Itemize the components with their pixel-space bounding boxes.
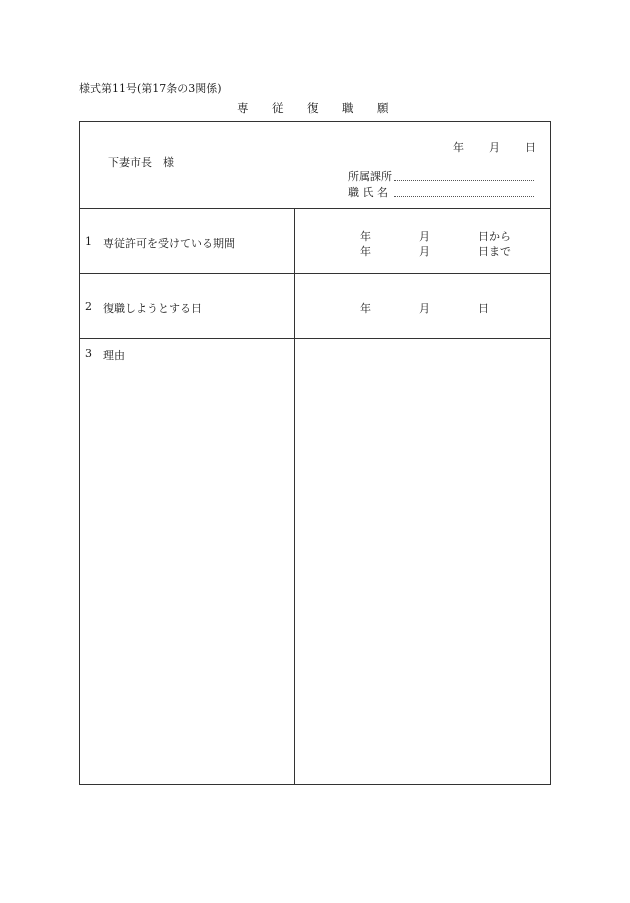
- header-date-day: 日: [525, 141, 536, 154]
- period-from-day: 日から: [478, 230, 511, 243]
- row-divider: [79, 338, 551, 339]
- return-date-year: 年: [360, 302, 371, 315]
- addressee: 下妻市長 様: [108, 156, 174, 169]
- row-label-reason: 理由: [103, 349, 125, 362]
- position-name-label: 職 氏 名: [348, 186, 388, 199]
- period-to-year: 年: [360, 245, 371, 258]
- form-title-char: 職: [342, 101, 354, 115]
- row-number: 1: [85, 235, 92, 248]
- row-label-return-date: 復職しようとする日: [103, 302, 202, 315]
- row-number: 2: [85, 300, 92, 313]
- form-title-char: 従: [272, 101, 284, 115]
- column-divider: [294, 208, 295, 785]
- header-date-month: 月: [489, 141, 500, 154]
- return-date-month: 月: [419, 302, 430, 315]
- position-name-field[interactable]: [394, 196, 534, 197]
- header-date-year: 年: [453, 141, 464, 154]
- period-from-month: 月: [419, 230, 430, 243]
- form-number: 様式第11号(第17条の3関係): [79, 82, 222, 95]
- period-to-day: 日まで: [478, 245, 511, 258]
- period-to-month: 月: [419, 245, 430, 258]
- form-title-char: 願: [377, 101, 389, 115]
- return-date-day: 日: [478, 302, 489, 315]
- row-number: 3: [85, 347, 92, 360]
- period-from-year: 年: [360, 230, 371, 243]
- reason-field[interactable]: [296, 340, 550, 784]
- form-title-char: 専: [237, 101, 249, 115]
- row-divider: [79, 273, 551, 274]
- row-divider: [79, 208, 551, 209]
- row-label-period: 専従許可を受けている期間: [103, 237, 235, 250]
- department-field[interactable]: [394, 180, 534, 181]
- form-title-char: 復: [307, 101, 319, 115]
- department-label: 所属課所: [348, 170, 392, 183]
